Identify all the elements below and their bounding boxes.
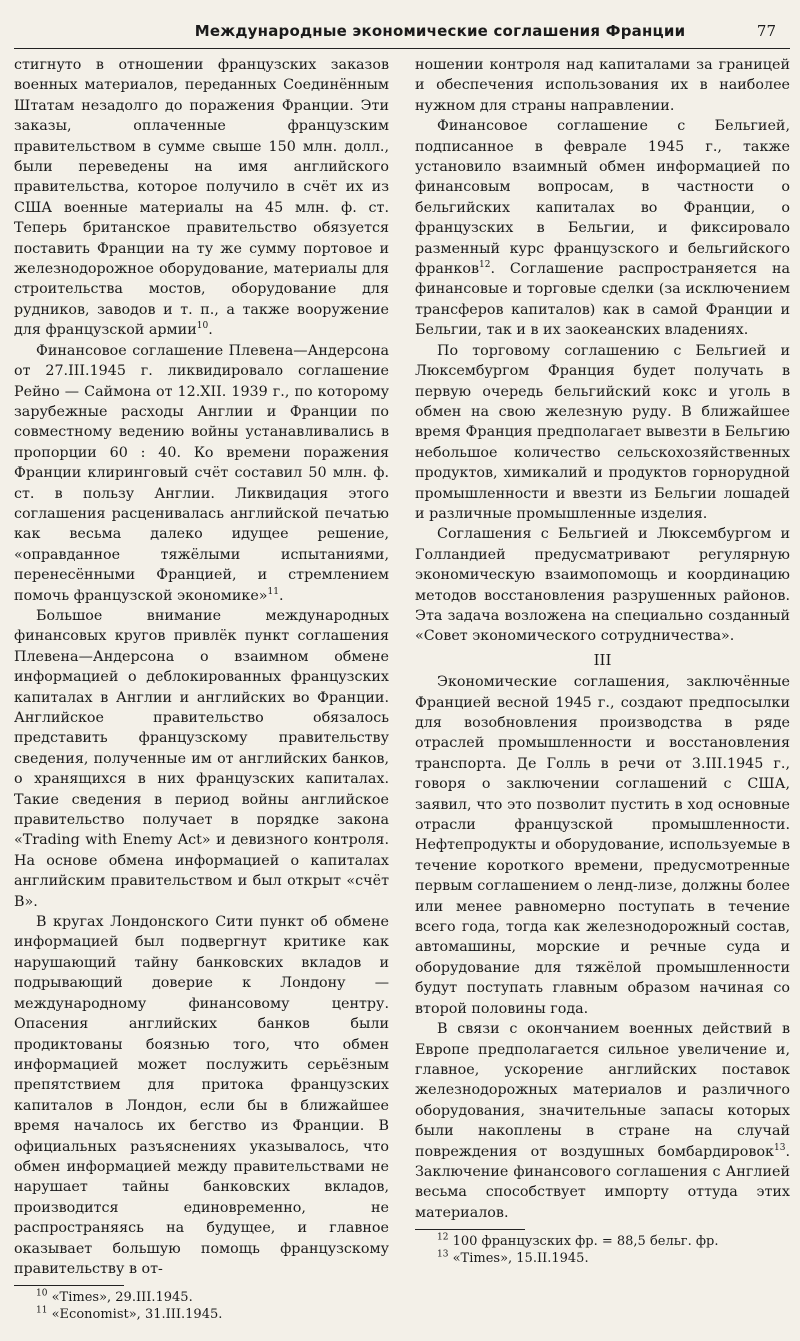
section-heading: III bbox=[593, 650, 612, 669]
left-p1-text: стигнуто в отношении французских заказов военных материалов, переданных Соединённым Штатам незадолго до поражения Франции. Эти заказы, оплаченные французским правительством в сумме свыше 150 млн. долл., были переведены на имя английского правительства, которое получило в счёт их из США военные материалы на 45 млн. ф. ст. Теперь британское правительство обязуется поставить Франции на ту же сумму портовое и железнодорожное оборудование, материалы для строительства мостов, оборудование для рудников, заводов и т. п., а также вооружение для французской армии bbox=[14, 57, 389, 339]
page-header bbox=[14, 22, 790, 49]
right-p2-text: Финансовое соглашение с Бельгией, подписанное в феврале 1945 г., также установило взаимный обмен информацией по финансовым вопросам, в частности о бельгийских капиталах во Франции, о французских в Бельгии, и фиксировало разменный курс французского и бельгийского франков bbox=[415, 118, 790, 278]
page-number: 77 bbox=[756, 22, 776, 40]
right-p6-cont: . Заключение финансового соглашения с Англией весьма способствует импорту оттуда этих материалов. bbox=[415, 1143, 790, 1221]
footnote-number: 12 bbox=[437, 1232, 449, 1243]
right-paragraph-5: Экономические соглашения, заключённые Францией весной 1945 г., создают предпосылки для возобновления производства в ряде отраслей промышленности и восстановления транспорта. Де Голль в речи от 3.III.1945 г., говоря о заключении соглашений с США, заявил, что это позволит пустить в ход основные отрасли французской промышленности. Нефтепродукты и оборудование, используемые в течение короткого времени, предусмотренные первым соглашением о ленд-лизе, должны более или менее равномерно поступать в течение всего года, тогда как железнодорожный состав, автомашины, морские и речные суда и оборудование для тяжёлой промышленности будут поступать главным образом начиная со второй половины года. bbox=[415, 674, 791, 1017]
footnote-ref-12[interactable]: 12 bbox=[479, 260, 491, 271]
right-column bbox=[415, 55, 790, 1323]
footnote-11 bbox=[14, 1306, 389, 1323]
right-paragraph-2 bbox=[415, 116, 790, 340]
right-paragraph-6 bbox=[415, 1019, 790, 1223]
left-footnotes bbox=[14, 1285, 389, 1323]
left-paragraph-2 bbox=[14, 341, 389, 606]
footnote-ref-13[interactable]: 13 bbox=[774, 1142, 786, 1153]
footnote-number: 13 bbox=[437, 1249, 449, 1260]
footnote-ref-10[interactable]: 10 bbox=[196, 321, 209, 332]
footnote-text: «Economist», 31.III.1945. bbox=[51, 1307, 223, 1323]
right-p6-text: В связи с окончанием военных действий в Европе предполагается сильное увеличение и, главное, ускорение английских поставок железнодорожных материалов и различного оборудования, значительные запасы которых были накоплены в стране на случай повреждения от воздушных бомбардировок bbox=[415, 1021, 790, 1160]
left-column bbox=[14, 55, 389, 1323]
right-paragraph-3: По торговому соглашению с Бельгией и Люксембургом Франция будет получать в первую очередь бельгийский кокс и уголь в обмен на свою железную руду. В ближайшее время Франция предполагает вывезти в Бельгию небольшое количество сельскохозяйственных продуктов, химикалий и продуктов горнорудной промышленности и ввезти из Бельгии лошадей и различные промышленные изделия. bbox=[415, 342, 790, 522]
footnote-13 bbox=[415, 1250, 790, 1267]
footnote-text: 100 французских фр. = 88,5 бельг. фр. bbox=[452, 1234, 719, 1250]
footnote-number: 11 bbox=[36, 1306, 48, 1317]
footnote-number: 10 bbox=[36, 1289, 48, 1300]
left-p2-text: Финансовое соглашение Плевена—Андерсона от 27.III.1945 г. ликвидировало соглашение Рейно — Саймона от 12.XII. 1939 г., по которому зарубежные расходы Англии и Франции по совместному ведению войны устанавливались в пропорции 60 : 40. Ко времени поражения Франции клиринговый счёт составил 50 млн. ф. ст. в пользу Англии. Ликвидация этого соглашения расценивалась английской печатью как весьма далеко идущее решение, «оправданное тяжёлыми испытаниями, перенесёнными Францией, и стремлением помочь французской экономике» bbox=[14, 342, 389, 604]
footnote-text: «Times», 29.III.1945. bbox=[51, 1290, 193, 1306]
right-paragraph-1: ношении контроля над капиталами за границей и обеспечения использования их в наиболее нужном для страны направлении. bbox=[415, 57, 790, 114]
left-paragraph-3: Большое внимание международных финансовых кругов привлёк пункт соглашения Плевена—Андерсона о взаимном обмене информацией о деблокированных французских капиталах в Англии и английских во Франции. Английское правительство обязалось представить французскому правительству сведения, полученные им от английских банков, о хранящихся в них французских капиталах. Такие сведения в период войны английское правительство получает в порядке закона «Trading with Enemy Act» и девизного контроля. На основе обмена информацией о капиталах английским правительством и был открыт «счёт В». bbox=[14, 607, 389, 910]
running-title: Международные экономические соглашения Франции bbox=[194, 22, 686, 40]
right-paragraph-4: Соглашения с Бельгией и Люксембургом и Голландией предусматривают регулярную экономическую взаимопомощь и координацию методов восстановления разрушенных районов. Эта задача возложена на специально созданный «Совет экономического сотрудничества». bbox=[415, 526, 790, 645]
left-p2-end: . bbox=[279, 587, 284, 604]
left-paragraph-1 bbox=[14, 55, 389, 341]
right-footnotes bbox=[415, 1229, 790, 1267]
footnote-text: «Times», 15.II.1945. bbox=[452, 1251, 589, 1267]
footnote-divider bbox=[14, 1285, 124, 1286]
footnote-divider bbox=[415, 1229, 525, 1230]
footnote-10 bbox=[14, 1289, 389, 1306]
right-p2-cont: . Соглашение распространяется на финансовые и торговые сделки (за исключением трансферов капиталов) как в самой Франции и Бельгии, так и в их заокеанских владениях. bbox=[415, 261, 790, 339]
footnote-12 bbox=[415, 1233, 790, 1250]
left-paragraph-4: В кругах Лондонского Сити пункт об обмене информацией был подвергнут критике как нарушающий тайну банковских вкладов и подрывающий доверие к Лондону — международному финансовому центру. Опасения английских банков были продиктованы боязнью того, что обмен информацией может послужить серьёзным препятствием для притока французских капиталов в Лондон, если бы в ближайшее время началось их бегство из Франции. В официальных разъяснениях указывалось, что обмен информацией между правительствами не нарушает тайны банковских вкладов, производится единовременно, не распространяясь на будущее, и главное оказывает большую помощь французскому правительству в от- bbox=[14, 914, 389, 1277]
left-p1-end: . bbox=[208, 322, 213, 339]
text-columns bbox=[14, 55, 790, 1323]
footnote-ref-11[interactable]: 11 bbox=[267, 586, 279, 597]
